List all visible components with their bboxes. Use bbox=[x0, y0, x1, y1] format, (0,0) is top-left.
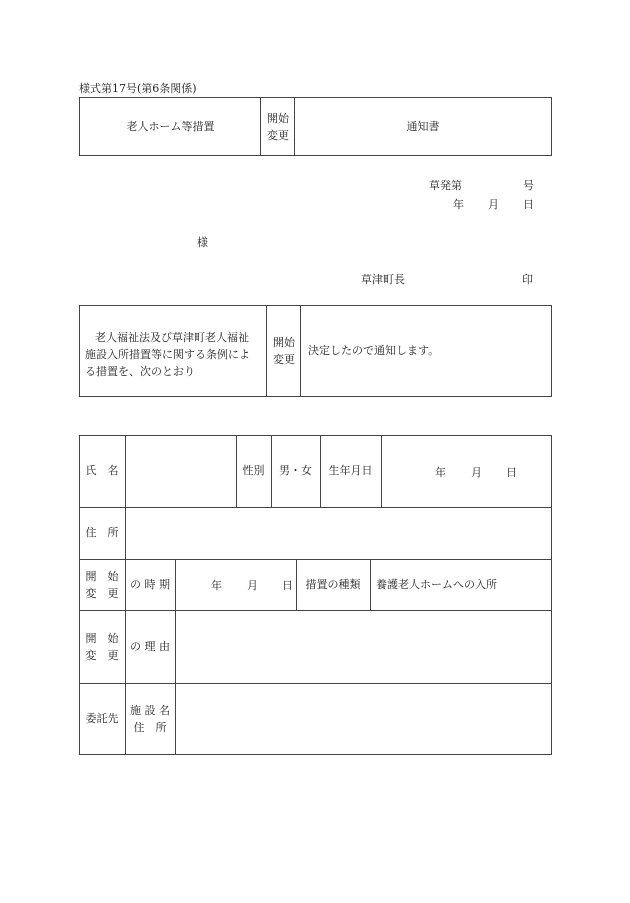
title-kind-change: 変更 bbox=[267, 128, 289, 142]
title-kind-start: 開始 bbox=[267, 111, 289, 125]
reason-label: の 理 由 bbox=[130, 639, 170, 653]
reason-kind bbox=[79, 610, 125, 683]
statement-kind-start: 開始 bbox=[273, 336, 295, 349]
measure-type-value: 養護老人ホームへの入所 bbox=[376, 577, 497, 591]
timing-month: 月 bbox=[247, 579, 258, 592]
timing-kind-change: 変 更 bbox=[85, 586, 119, 600]
issuer-seal: 印 bbox=[522, 273, 533, 286]
statement-line-3: る措置を、次のとおり bbox=[85, 365, 195, 378]
title-text: 老人ホーム等措置 bbox=[126, 119, 215, 133]
facility-name-label: 施 設 名 bbox=[130, 704, 170, 717]
recipient-honorific: 様 bbox=[197, 236, 208, 249]
date-year: 年 bbox=[453, 198, 464, 211]
gender-label: 性別 bbox=[242, 464, 265, 477]
name-label: 氏 名 bbox=[85, 464, 119, 477]
title-box bbox=[79, 97, 552, 156]
date-day: 日 bbox=[523, 198, 534, 211]
facility-labels bbox=[125, 683, 175, 755]
birth-day: 日 bbox=[506, 466, 517, 479]
statement-text bbox=[85, 329, 265, 380]
entrust-label: 委託先 bbox=[85, 712, 119, 725]
title-suffix: 通知書 bbox=[406, 119, 440, 133]
issuer-title: 草津町長 bbox=[361, 273, 405, 286]
timing-kind bbox=[79, 559, 125, 610]
birthdate-label: 生年月日 bbox=[328, 464, 373, 477]
facility-address-label: 住 所 bbox=[133, 721, 167, 734]
statement-line-1: 老人福祉法及び草津町老人福祉 bbox=[95, 331, 249, 344]
timing-year: 年 bbox=[211, 579, 222, 592]
reason-kind-change: 変 更 bbox=[85, 648, 119, 662]
statement-line-2: 施設入所措置等に関する条例によ bbox=[85, 348, 250, 361]
doc-number-prefix: 草発第 bbox=[429, 179, 462, 192]
statement-kind bbox=[267, 306, 301, 396]
birth-month: 月 bbox=[471, 466, 482, 479]
birth-year: 年 bbox=[435, 466, 446, 479]
address-label: 住 所 bbox=[85, 526, 119, 539]
gender-options: 男・女 bbox=[279, 464, 312, 477]
reason-kind-start: 開 始 bbox=[85, 631, 119, 645]
date-month: 月 bbox=[488, 198, 499, 211]
statement-result: 決定したので通知します。 bbox=[308, 344, 440, 357]
measure-type-label: 措置の種類 bbox=[305, 577, 361, 591]
title-kind bbox=[261, 98, 295, 155]
statement-kind-change: 変更 bbox=[273, 353, 295, 366]
timing-kind-start: 開 始 bbox=[85, 569, 119, 583]
statement-box bbox=[79, 305, 552, 397]
timing-label: の 時 期 bbox=[130, 577, 170, 591]
timing-day: 日 bbox=[282, 579, 293, 592]
form-label: 様式第17号(第6条関係) bbox=[79, 82, 197, 95]
doc-number-suffix: 号 bbox=[523, 179, 534, 192]
